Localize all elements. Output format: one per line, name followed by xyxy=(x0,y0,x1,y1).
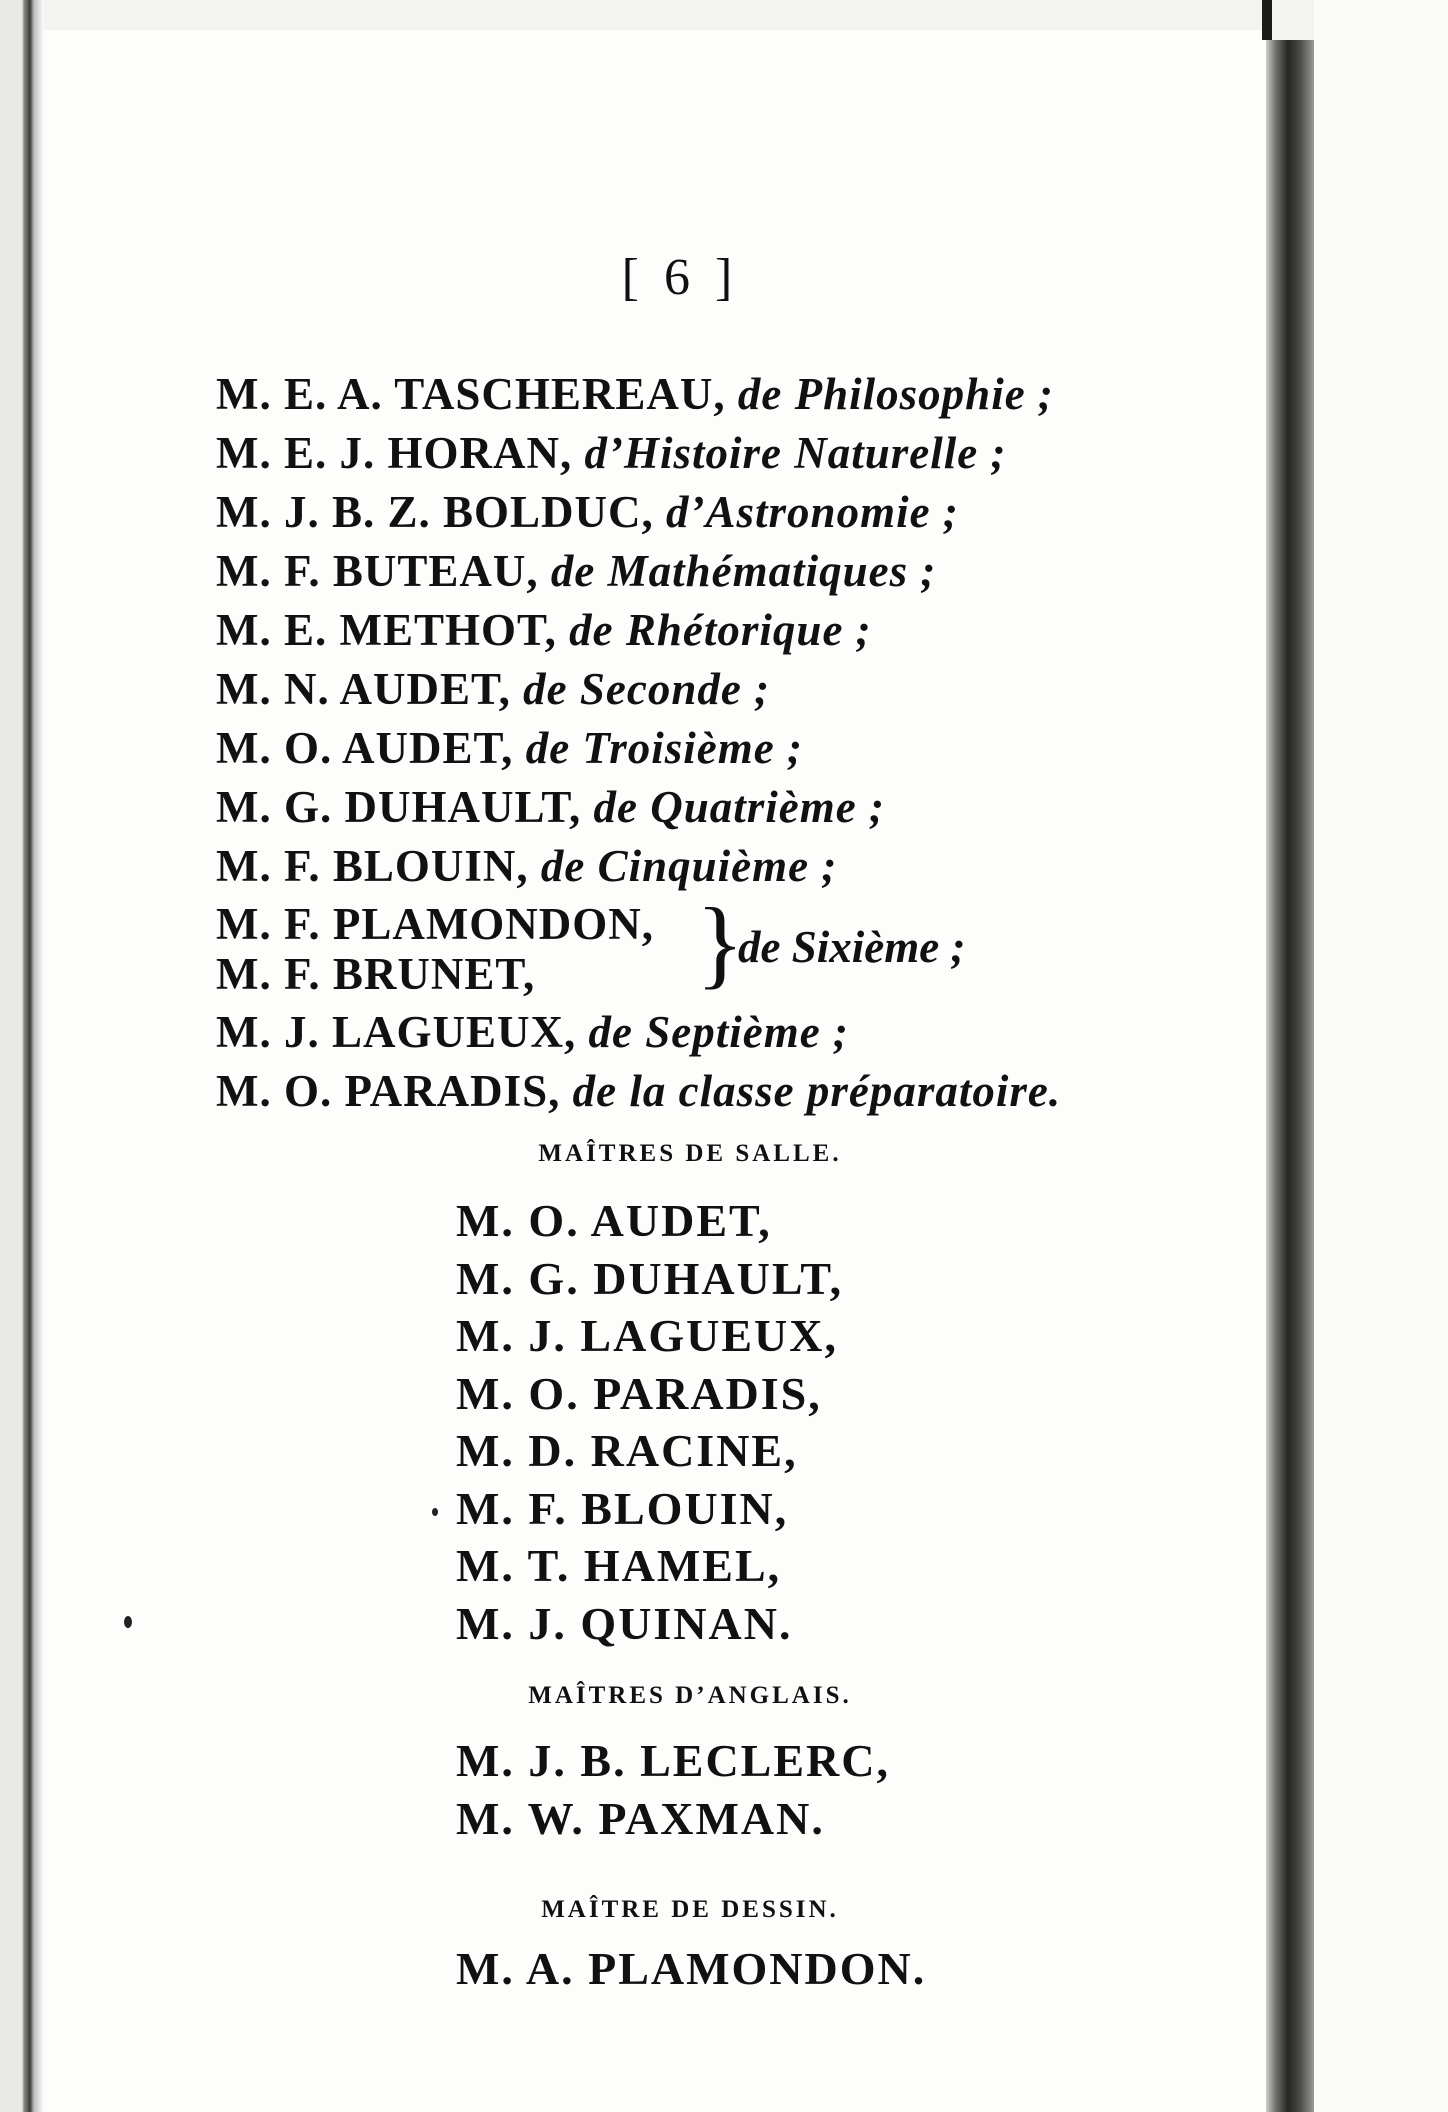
shared-subject-group xyxy=(216,887,1226,1003)
professor-line xyxy=(216,660,1226,719)
professor-name: M. E. METHOT, xyxy=(216,605,557,655)
professor-line xyxy=(216,778,1226,837)
professor-line xyxy=(216,1062,1226,1121)
staff-name: M. J. B. LECLERC, xyxy=(456,1735,890,1786)
professor-name: M. F. BUTEAU, xyxy=(216,546,539,596)
professor-subject: de Philosophie ; xyxy=(737,369,1054,419)
professor-line xyxy=(216,483,1226,542)
professor-name: M. J. B. Z. BOLDUC, xyxy=(216,487,654,537)
page-number: [ 6 ] xyxy=(621,249,739,306)
professor-list xyxy=(216,365,1226,1121)
professor-line xyxy=(216,542,1226,601)
staff-name: M. O. AUDET, xyxy=(456,1195,772,1246)
staff-name: M. J. LAGUEUX, xyxy=(456,1310,838,1361)
professor-subject: de la classe préparatoire. xyxy=(572,1066,1062,1116)
professor-name: M. E. A. TASCHEREAU, xyxy=(216,369,726,419)
gutter-shadow xyxy=(1262,0,1272,40)
binding-edge xyxy=(0,0,44,2112)
ink-speck xyxy=(432,1508,438,1516)
professor-line xyxy=(216,365,1226,424)
professor-line xyxy=(216,1003,1226,1062)
maitres-d-anglais-list xyxy=(456,1732,890,1847)
ink-speck xyxy=(124,1616,132,1628)
professor-name: M. F. BLOUIN, xyxy=(216,841,529,891)
section-heading-maitre-de-dessin: MAÎTRE DE DESSIN. xyxy=(541,1896,839,1923)
professor-name: M. F. BRUNET, xyxy=(216,949,536,999)
staff-name: M. A. PLAMONDON. xyxy=(456,1943,927,1994)
staff-name: M. W. PAXMAN. xyxy=(456,1792,825,1844)
professor-line xyxy=(216,719,1226,778)
section-heading-maitres-de-salle: MAÎTRES DE SALLE. xyxy=(538,1140,842,1167)
professor-line xyxy=(216,424,1226,483)
staff-name: M. J. QUINAN. xyxy=(456,1597,793,1649)
curly-brace-icon: } xyxy=(696,887,744,998)
staff-name: M. O. PARADIS, xyxy=(456,1367,822,1419)
professor-subject: de Quatrième ; xyxy=(593,782,885,832)
professor-subject: de Sixième ; xyxy=(738,922,966,972)
professor-name: M. O. PARADIS, xyxy=(216,1066,561,1116)
staff-name: M. F. BLOUIN, xyxy=(456,1482,789,1534)
maitre-de-dessin-list xyxy=(456,1940,926,1998)
maitres-de-salle-list xyxy=(456,1192,843,1652)
section-heading-maitres-d-anglais: MAÎTRES D’ANGLAIS. xyxy=(528,1682,852,1709)
staff-name: M. T. HAMEL, xyxy=(456,1540,782,1591)
staff-name: M. D. RACINE, xyxy=(456,1425,798,1476)
professor-name: M. O. AUDET, xyxy=(216,723,514,773)
staff-name: M. G. DUHAULT, xyxy=(456,1252,844,1304)
professor-subject: de Troisième ; xyxy=(525,723,803,773)
professor-subject: d’Histoire Naturelle ; xyxy=(584,428,1007,478)
professor-subject: de Seconde ; xyxy=(523,664,771,714)
professor-subject: de Cinquième ; xyxy=(540,841,838,891)
facing-page-edge xyxy=(1314,0,1448,2112)
professor-subject: de Mathématiques ; xyxy=(550,546,937,596)
professor-subject: de Rhétorique ; xyxy=(569,605,872,655)
professor-name: M. J. LAGUEUX, xyxy=(216,1007,577,1057)
professor-name: M. E. J. HORAN, xyxy=(216,428,573,478)
professor-subject: d’Astronomie ; xyxy=(666,487,959,537)
professor-name: M. N. AUDET, xyxy=(216,664,511,714)
professor-line xyxy=(216,601,1226,660)
professor-subject: de Septième ; xyxy=(588,1007,849,1057)
book-gutter xyxy=(1266,40,1314,2112)
professor-name: M. F. PLAMONDON, xyxy=(216,899,655,949)
professor-name: M. G. DUHAULT, xyxy=(216,782,582,832)
